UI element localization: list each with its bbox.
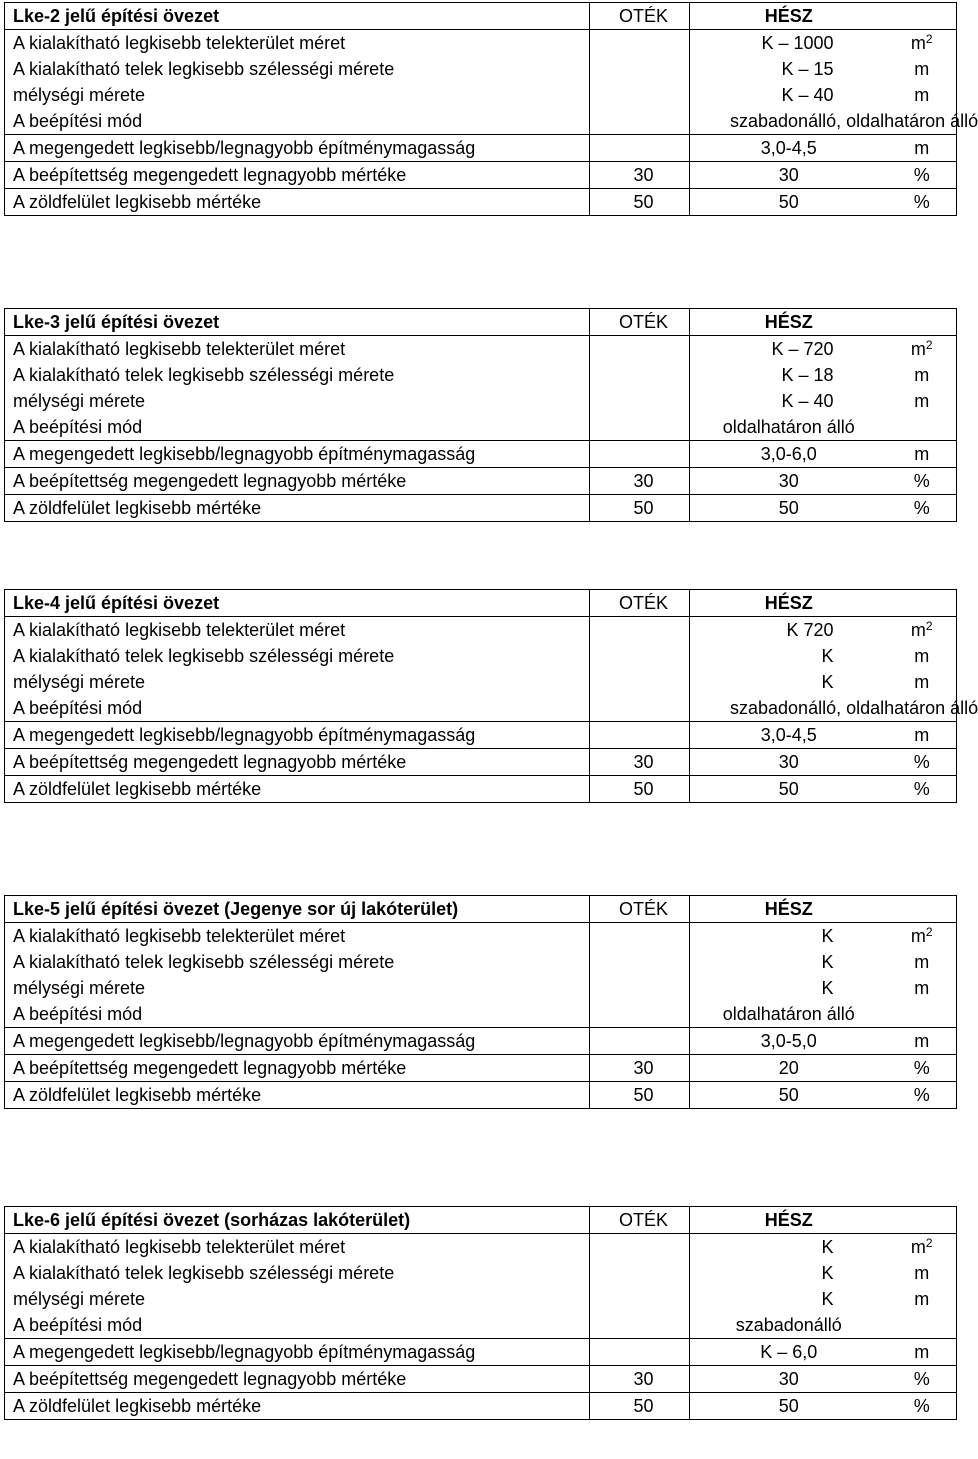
- unit-base: m: [910, 620, 926, 640]
- row-label: A kialakítható telek legkisebb szélességi mérete: [5, 1260, 590, 1286]
- otek-header: OTÉK: [590, 1207, 690, 1234]
- row-unit: [880, 414, 957, 441]
- hesz-header: HÉSZ: [690, 1207, 880, 1234]
- row-unit: [880, 923, 957, 950]
- row-label: A beépítési mód: [5, 1001, 590, 1028]
- row-otek: [590, 82, 690, 108]
- row-hesz: 50: [690, 495, 880, 522]
- row-otek: 50: [590, 1393, 690, 1420]
- row-hesz: 30: [690, 162, 880, 189]
- row-unit: m: [880, 362, 957, 388]
- zone-table-lke-4: [4, 589, 978, 803]
- row-unit: m: [880, 643, 957, 669]
- table-row: [5, 1055, 957, 1082]
- row-label: A kialakítható legkisebb telekterület méret: [5, 336, 590, 363]
- row-unit: [880, 1001, 957, 1028]
- unit-header: [880, 1207, 957, 1234]
- table-row: [5, 388, 957, 414]
- table-row: [5, 108, 957, 135]
- table-row: [5, 362, 957, 388]
- row-hesz: 20: [690, 1055, 880, 1082]
- table-row: [5, 1339, 957, 1366]
- row-unit: %: [880, 749, 957, 776]
- unit-header: [880, 896, 957, 923]
- table-row: [5, 162, 957, 189]
- row-unit: m: [880, 135, 957, 162]
- row-label: A kialakítható telek legkisebb szélességi mérete: [5, 643, 590, 669]
- row-unit: [880, 617, 957, 644]
- table-row: [5, 189, 957, 216]
- row-otek: 50: [590, 776, 690, 803]
- row-hesz: 50: [690, 189, 880, 216]
- row-hesz: K: [690, 923, 880, 950]
- row-otek: [590, 1286, 690, 1312]
- otek-header: OTÉK: [590, 896, 690, 923]
- row-hesz: 3,0-6,0: [690, 441, 880, 468]
- hesz-header: HÉSZ: [690, 896, 880, 923]
- row-unit: m: [880, 1028, 957, 1055]
- hesz-header: HÉSZ: [690, 3, 880, 30]
- row-otek: [590, 617, 690, 644]
- row-label: A zöldfelület legkisebb mértéke: [5, 1393, 590, 1420]
- row-unit: m: [880, 949, 957, 975]
- row-hesz: K: [690, 669, 880, 695]
- row-unit: %: [880, 189, 957, 216]
- otek-header: OTÉK: [590, 309, 690, 336]
- row-label: A beépítettség megengedett legnagyobb mértéke: [5, 468, 590, 495]
- table-row: [5, 1286, 957, 1312]
- row-label: A kialakítható telek legkisebb szélességi mérete: [5, 56, 590, 82]
- row-label: A beépítési mód: [5, 695, 590, 722]
- unit-base: m: [910, 339, 926, 359]
- row-label: mélységi mérete: [5, 388, 590, 414]
- row-label: A zöldfelület legkisebb mértéke: [5, 495, 590, 522]
- row-label: A megengedett legkisebb/legnagyobb építménymagasság: [5, 441, 590, 468]
- row-hesz: szabadonálló: [690, 1312, 880, 1339]
- row-label: A megengedett legkisebb/legnagyobb építménymagasság: [5, 1028, 590, 1055]
- row-hesz: K – 18: [690, 362, 880, 388]
- row-unit: %: [880, 162, 957, 189]
- row-otek: [590, 441, 690, 468]
- row-otek: [590, 1339, 690, 1366]
- zone-table-lke-5: [4, 895, 957, 1109]
- row-otek: [590, 1001, 690, 1028]
- row-hesz: K – 15: [690, 56, 880, 82]
- table-row: [5, 722, 957, 749]
- row-unit: m: [880, 1339, 957, 1366]
- row-hesz: oldalhatáron álló: [690, 414, 880, 441]
- row-otek: [590, 643, 690, 669]
- row-unit: m: [880, 388, 957, 414]
- table-row: [5, 1028, 957, 1055]
- row-label: A beépítési mód: [5, 1312, 590, 1339]
- row-hesz: K: [690, 1286, 880, 1312]
- row-otek: [590, 1260, 690, 1286]
- unit-header: [880, 309, 957, 336]
- zone-header-row: [5, 3, 957, 30]
- row-unit: m: [880, 441, 957, 468]
- table-row: [5, 643, 957, 669]
- table-row: [5, 695, 957, 722]
- row-hesz: 3,0-4,5: [690, 722, 880, 749]
- unit-header: [880, 3, 957, 30]
- unit-base: m: [910, 33, 926, 53]
- row-otek: [590, 56, 690, 82]
- row-otek: [590, 362, 690, 388]
- row-hesz: 30: [690, 749, 880, 776]
- zone-header-row: [5, 590, 957, 617]
- table-row: [5, 495, 957, 522]
- table-row: [5, 1001, 957, 1028]
- row-otek: [590, 1234, 690, 1261]
- row-otek: [590, 30, 690, 57]
- table-row: [5, 414, 957, 441]
- row-label: mélységi mérete: [5, 1286, 590, 1312]
- row-label: mélységi mérete: [5, 975, 590, 1001]
- table-row: [5, 30, 957, 57]
- row-unit: %: [880, 1393, 957, 1420]
- row-hesz: K: [690, 643, 880, 669]
- row-hesz: K: [690, 975, 880, 1001]
- row-unit: m: [880, 1260, 957, 1286]
- row-hesz: oldalhatáron álló: [690, 1001, 880, 1028]
- row-otek: 30: [590, 468, 690, 495]
- row-hesz: 30: [690, 1366, 880, 1393]
- unit-exponent: 2: [925, 1236, 933, 1250]
- row-label: mélységi mérete: [5, 82, 590, 108]
- row-otek: [590, 414, 690, 441]
- table-row: [5, 1082, 957, 1109]
- row-hesz: K – 1000: [690, 30, 880, 57]
- row-otek: [590, 336, 690, 363]
- row-unit: %: [880, 1366, 957, 1393]
- zone-table-lke-6: [4, 1206, 957, 1420]
- table-row: [5, 1234, 957, 1261]
- row-otek: 30: [590, 1055, 690, 1082]
- row-label: A zöldfelület legkisebb mértéke: [5, 189, 590, 216]
- row-unit: %: [880, 495, 957, 522]
- row-otek: [590, 1312, 690, 1339]
- row-otek: [590, 388, 690, 414]
- zone-header-row: [5, 896, 957, 923]
- hesz-header: HÉSZ: [690, 590, 880, 617]
- row-unit: m: [880, 56, 957, 82]
- row-otek: [590, 722, 690, 749]
- unit-base: m: [910, 926, 926, 946]
- unit-exponent: 2: [925, 619, 933, 633]
- row-label: A beépítési mód: [5, 108, 590, 135]
- row-label: A kialakítható legkisebb telekterület méret: [5, 617, 590, 644]
- otek-header: OTÉK: [590, 3, 690, 30]
- table-row: [5, 669, 957, 695]
- zone-table-lke-3: [4, 308, 957, 522]
- unit-exponent: 2: [925, 32, 933, 46]
- row-otek: [590, 975, 690, 1001]
- row-unit: m: [880, 722, 957, 749]
- row-label: A beépítési mód: [5, 414, 590, 441]
- row-hesz: K: [690, 1234, 880, 1261]
- row-unit: %: [880, 1055, 957, 1082]
- zone-title: Lke-5 jelű építési övezet (Jegenye sor új lakóterület): [5, 896, 590, 923]
- row-hesz: 50: [690, 1393, 880, 1420]
- row-unit: [880, 1234, 957, 1261]
- row-otek: [590, 669, 690, 695]
- row-label: A megengedett legkisebb/legnagyobb építménymagasság: [5, 135, 590, 162]
- table-row: [5, 336, 957, 363]
- row-hesz: 3,0-4,5: [690, 135, 880, 162]
- row-hesz: 3,0-5,0: [690, 1028, 880, 1055]
- table-row: [5, 1312, 957, 1339]
- row-label: A beépítettség megengedett legnagyobb mértéke: [5, 162, 590, 189]
- table-row: [5, 749, 957, 776]
- row-unit: %: [880, 1082, 957, 1109]
- zone-title: Lke-3 jelű építési övezet: [5, 309, 590, 336]
- row-otek: [590, 1028, 690, 1055]
- table-row: [5, 56, 957, 82]
- row-otek: 30: [590, 162, 690, 189]
- row-hesz: K – 40: [690, 82, 880, 108]
- table-row: [5, 135, 957, 162]
- row-hesz: szabadonálló, oldalhatáron álló: [690, 695, 880, 722]
- row-hesz: K – 6,0: [690, 1339, 880, 1366]
- row-label: A beépítettség megengedett legnagyobb mértéke: [5, 749, 590, 776]
- hesz-header: HÉSZ: [690, 309, 880, 336]
- row-otek: 50: [590, 495, 690, 522]
- row-otek: 30: [590, 1366, 690, 1393]
- row-label: A beépítettség megengedett legnagyobb mértéke: [5, 1055, 590, 1082]
- row-unit: m: [880, 975, 957, 1001]
- unit-exponent: 2: [925, 338, 933, 352]
- table-row: [5, 441, 957, 468]
- zone-table-lke-2: [4, 2, 978, 216]
- unit-header: [880, 590, 957, 617]
- table-row: [5, 975, 957, 1001]
- row-otek: 50: [590, 189, 690, 216]
- row-unit: m: [880, 82, 957, 108]
- row-label: A zöldfelület legkisebb mértéke: [5, 776, 590, 803]
- row-otek: [590, 108, 690, 135]
- unit-exponent: 2: [925, 925, 933, 939]
- row-hesz: K – 720: [690, 336, 880, 363]
- row-otek: [590, 135, 690, 162]
- row-label: A kialakítható telek legkisebb szélességi mérete: [5, 949, 590, 975]
- row-label: A zöldfelület legkisebb mértéke: [5, 1082, 590, 1109]
- row-unit: %: [880, 776, 957, 803]
- row-hesz: K 720: [690, 617, 880, 644]
- table-row: [5, 1393, 957, 1420]
- row-label: mélységi mérete: [5, 669, 590, 695]
- table-row: [5, 82, 957, 108]
- row-hesz: K: [690, 949, 880, 975]
- row-label: A kialakítható telek legkisebb szélességi mérete: [5, 362, 590, 388]
- row-unit: m: [880, 669, 957, 695]
- row-hesz: szabadonálló, oldalhatáron álló: [690, 108, 880, 135]
- row-label: A beépítettség megengedett legnagyobb mértéke: [5, 1366, 590, 1393]
- otek-header: OTÉK: [590, 590, 690, 617]
- zone-header-row: [5, 1207, 957, 1234]
- row-otek: [590, 695, 690, 722]
- row-otek: [590, 949, 690, 975]
- zone-header-row: [5, 309, 957, 336]
- table-row: [5, 776, 957, 803]
- row-hesz: K – 40: [690, 388, 880, 414]
- row-hesz: 50: [690, 776, 880, 803]
- row-hesz: 50: [690, 1082, 880, 1109]
- row-label: A kialakítható legkisebb telekterület méret: [5, 1234, 590, 1261]
- table-row: [5, 949, 957, 975]
- row-label: A kialakítható legkisebb telekterület méret: [5, 30, 590, 57]
- row-otek: 50: [590, 1082, 690, 1109]
- row-otek: [590, 923, 690, 950]
- table-row: [5, 923, 957, 950]
- row-unit: m: [880, 1286, 957, 1312]
- zone-title: Lke-2 jelű építési övezet: [5, 3, 590, 30]
- unit-base: m: [910, 1237, 926, 1257]
- row-label: A megengedett legkisebb/legnagyobb építménymagasság: [5, 722, 590, 749]
- row-unit: [880, 30, 957, 57]
- row-hesz: K: [690, 1260, 880, 1286]
- table-row: [5, 1260, 957, 1286]
- table-row: [5, 617, 957, 644]
- row-label: A megengedett legkisebb/legnagyobb építménymagasság: [5, 1339, 590, 1366]
- row-label: A kialakítható legkisebb telekterület méret: [5, 923, 590, 950]
- row-unit: [880, 1312, 957, 1339]
- table-row: [5, 468, 957, 495]
- row-hesz: 30: [690, 468, 880, 495]
- row-unit: %: [880, 468, 957, 495]
- row-otek: 30: [590, 749, 690, 776]
- table-row: [5, 1366, 957, 1393]
- row-unit: [880, 336, 957, 363]
- zone-title: Lke-4 jelű építési övezet: [5, 590, 590, 617]
- zone-title: Lke-6 jelű építési övezet (sorházas lakóterület): [5, 1207, 590, 1234]
